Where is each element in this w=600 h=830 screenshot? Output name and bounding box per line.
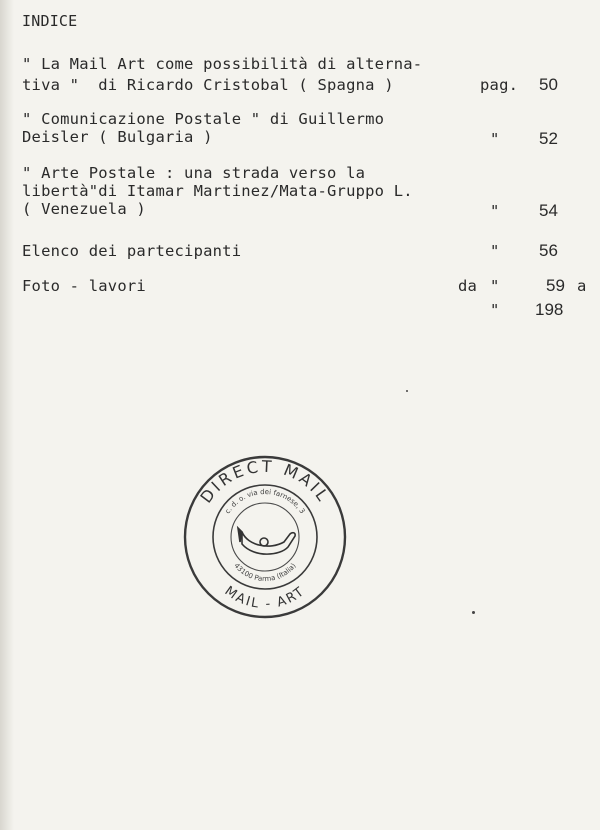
entry-4-page-label: " [490, 242, 500, 260]
entry-5-line-1: Foto - lavori [22, 277, 146, 295]
stamp-outer-text: DIRECT MAIL [196, 456, 334, 507]
entry-2-page-number: 52 [539, 129, 558, 148]
ink-speck [472, 611, 475, 614]
stamp-inner-top-text: c. d. o. via dei farnese, 3 [223, 487, 307, 516]
stamp-middle-ring [213, 485, 317, 589]
stamp-bottom-text: MAIL - ART [221, 583, 309, 613]
entry-2-line-1: " Comunicazione Postale " di Guillermo [22, 110, 385, 128]
entry-3-line-1: " Arte Postale : una strada verso la [22, 164, 366, 182]
stamp-inner-bottom-text: 43100 Parma (Italia) [232, 561, 298, 584]
ink-speck [406, 390, 408, 392]
entry-1-page-label: pag. [480, 76, 519, 94]
page-edge-shadow [0, 0, 14, 830]
index-title: INDICE [22, 12, 78, 30]
entry-5-page-label: " [490, 277, 500, 295]
entry-3-line-3: ( Venezuela ) [22, 200, 146, 218]
entry-2-line-2: Deisler ( Bulgaria ) [22, 128, 213, 146]
entry-3-page-label: " [490, 202, 500, 220]
entry-1-page-number: 50 [539, 75, 558, 94]
entry-6-page-label: " [490, 301, 500, 319]
entry-5-suffix: a [577, 277, 587, 295]
entry-3-line-2: libertà"di Itamar Martinez/Mata-Gruppo L. [22, 182, 413, 200]
entry-3-page-number: 54 [539, 201, 558, 220]
mail-art-stamp [180, 452, 350, 622]
entry-5-prefix: da [458, 277, 478, 295]
entry-4-page-number: 56 [539, 241, 558, 260]
entry-1-line-1: " La Mail Art come possibilità di alterna- [22, 55, 423, 73]
entry-6-page-number: 198 [535, 300, 564, 319]
entry-1-line-2: tiva " di Ricardo Cristobal ( Spagna ) [22, 76, 394, 94]
entry-5-page-number: 59 [546, 276, 565, 295]
entry-4-line-1: Elenco dei partecipanti [22, 242, 242, 260]
entry-2-page-label: " [490, 130, 500, 148]
post-horn-icon [238, 528, 295, 554]
